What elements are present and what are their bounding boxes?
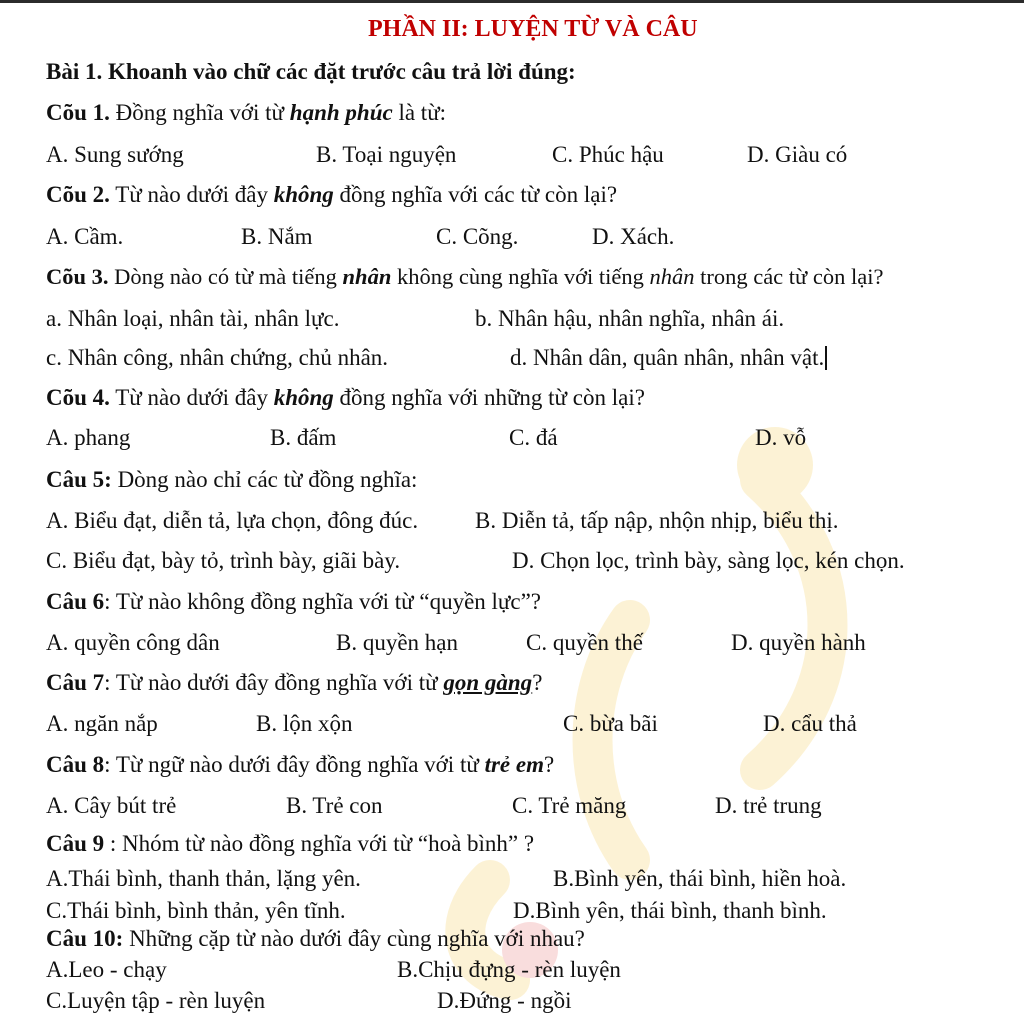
option: B. lộn xộn: [256, 711, 353, 736]
option: B. Diễn tả, tấp nập, nhộn nhịp, biểu thị.: [475, 508, 839, 533]
option: A. quyền công dân: [46, 630, 220, 655]
option: B. đấm: [270, 425, 337, 450]
emphasis-word: không: [273, 385, 334, 410]
option: C. Cõng.: [436, 224, 519, 249]
option: D. cẩu thả: [763, 711, 857, 736]
question-label: Câu 9: [46, 831, 105, 856]
exercise-heading: Bài 1. Khoanh vào chữ các đặt trước câu trả lời đúng:: [46, 59, 576, 84]
option: C. Biểu đạt, bày tỏ, trình bày, giãi bày.: [46, 548, 401, 573]
emphasis-word: trẻ em: [484, 752, 544, 777]
option: A. ngăn nắp: [46, 711, 158, 736]
option: D.Đứng - ngồi: [437, 988, 572, 1013]
option: A. phang: [46, 425, 131, 450]
question-10: Câu 10: Những cặp từ nào dưới đây cùng nghĩa với nhau?: [46, 926, 585, 951]
question-8: Câu 8: Từ ngữ nào dưới đây đồng nghĩa với từ trẻ em?: [46, 752, 555, 777]
emphasis-word: nhân: [342, 264, 392, 289]
option: D. quyền hành: [731, 630, 866, 655]
option: A.Thái bình, thanh thản, lặng yên.: [46, 866, 361, 891]
option: B. Toại nguyện: [316, 142, 457, 167]
option: B. quyền hạn: [336, 630, 459, 655]
option: a. Nhân loại, nhân tài, nhân lực.: [46, 306, 340, 331]
emphasis-word: không: [273, 182, 334, 207]
question-label: Câu 10:: [46, 926, 124, 951]
option: D. trẻ trung: [715, 793, 822, 818]
option: b. Nhân hậu, nhân nghĩa, nhân ái.: [475, 306, 785, 331]
question-label: Câu 8: [46, 752, 105, 777]
option: B. Trẻ con: [286, 793, 383, 818]
option: C. Trẻ măng: [512, 793, 627, 818]
emphasis-word: hạnh phúc: [289, 100, 393, 125]
emphasis-word: gọn gàng: [443, 670, 533, 695]
question-label: Câu 5:: [46, 467, 112, 492]
option: A.Leo - chạy: [46, 957, 167, 982]
option: B.Bình yên, thái bình, hiền hoà.: [553, 866, 847, 891]
option: C. quyền thế: [526, 630, 643, 655]
question-label: Cõu 4.: [46, 385, 110, 410]
text-cursor: [825, 346, 827, 370]
option: A. Biểu đạt, diễn tả, lựa chọn, đông đúc.: [46, 508, 419, 533]
option: A. Cây bút trẻ: [46, 793, 177, 818]
question-3: Cõu 3. Dòng nào có từ mà tiếng nhân không cùng nghĩa với tiếng nhân trong các từ còn lại?: [46, 264, 884, 289]
option: C.Thái bình, bình thản, yên tĩnh.: [46, 898, 346, 923]
emphasis-word: nhân: [649, 264, 695, 289]
option: D. Chọn lọc, trình bày, sàng lọc, kén chọn.: [512, 548, 905, 573]
option-with-cursor: d. Nhân dân, quân nhân, nhân vật.: [510, 345, 827, 371]
question-label: Câu 7: [46, 670, 105, 695]
option: B.Chịu đựng - rèn luyện: [397, 957, 621, 982]
question-7: Câu 7: Từ nào dưới đây đồng nghĩa với từ gọn gàng?: [46, 670, 543, 695]
page-title: PHẦN II: LUYỆN TỪ VÀ CÂU: [368, 16, 698, 42]
question-5: Câu 5: Dòng nào chỉ các từ đồng nghĩa:: [46, 467, 418, 492]
option: D. Giàu có: [747, 142, 848, 167]
option: C. đá: [509, 425, 558, 450]
question-9: Câu 9 : Nhóm từ nào đồng nghĩa với từ “hoà bình” ?: [46, 831, 535, 856]
question-label: Câu 6: [46, 589, 105, 614]
option: D. vỗ: [755, 425, 807, 450]
question-6: Câu 6: Từ nào không đồng nghĩa với từ “quyền lực”?: [46, 589, 542, 614]
option: C. bừa bãi: [563, 711, 658, 736]
question-1: Cõu 1. Đồng nghĩa với từ hạnh phúc là từ:: [46, 100, 447, 125]
option: D. Xách.: [592, 224, 675, 249]
option: C. Phúc hậu: [552, 142, 664, 167]
question-2: Cõu 2. Từ nào dưới đây không đồng nghĩa với các từ còn lại?: [46, 182, 618, 207]
question-label: Cõu 1.: [46, 100, 110, 125]
question-label: Cõu 2.: [46, 182, 110, 207]
option: C.Luyện tập - rèn luyện: [46, 988, 266, 1013]
option: A. Cầm.: [46, 224, 124, 249]
option: B. Nắm: [241, 224, 313, 249]
option: D.Bình yên, thái bình, thanh bình.: [513, 898, 827, 923]
option: c. Nhân công, nhân chứng, chủ nhân.: [46, 345, 389, 370]
question-4: Cõu 4. Từ nào dưới đây không đồng nghĩa với những từ còn lại?: [46, 385, 645, 410]
question-label: Cõu 3.: [46, 264, 109, 289]
option: A. Sung sướng: [46, 142, 184, 167]
